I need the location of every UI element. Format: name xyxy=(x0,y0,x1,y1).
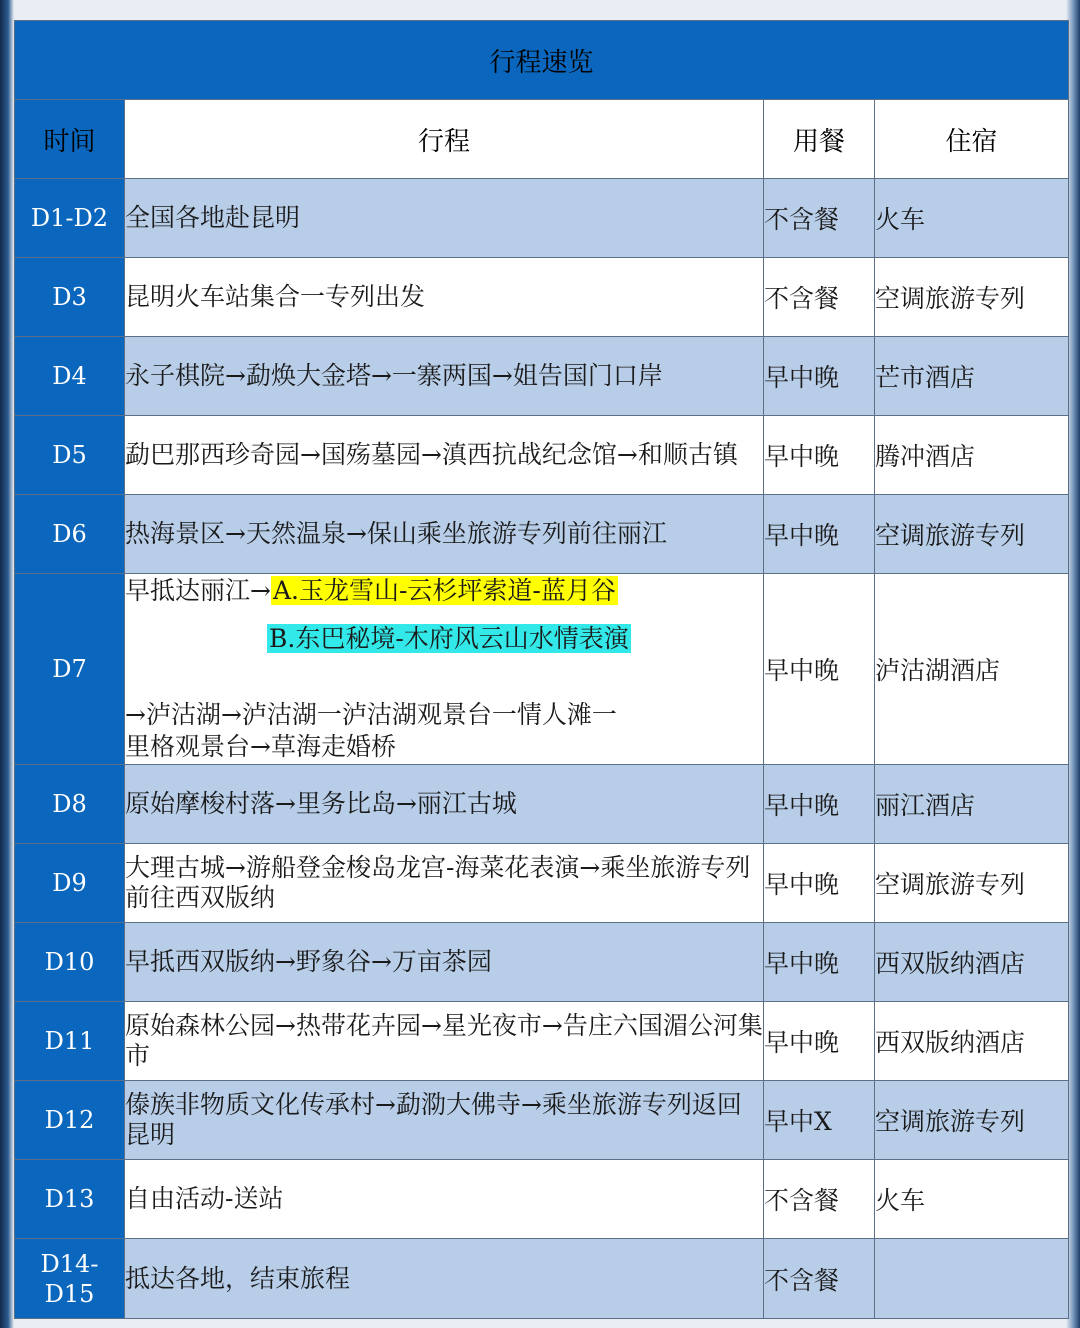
table-row xyxy=(15,1002,1069,1081)
stay-cell xyxy=(875,1239,1069,1319)
day-cell: D9 xyxy=(15,844,125,923)
meal-cell: 不含餐 xyxy=(764,1160,875,1239)
stay-cell: 空调旅游专列 xyxy=(875,1081,1069,1160)
route-cell: 勐巴那西珍奇园→国殇墓园→滇西抗战纪念馆→和顺古镇 xyxy=(125,416,764,495)
route-cell: 大理古城→游船登金梭岛龙宫-海菜花表演→乘坐旅游专列前往西双版纳 xyxy=(125,844,764,923)
day-cell: D11 xyxy=(15,1002,125,1081)
day-cell: D5 xyxy=(15,416,125,495)
stay-cell: 空调旅游专列 xyxy=(875,258,1069,337)
day-line: D15 xyxy=(44,1279,95,1308)
header-stay: 住宿 xyxy=(875,100,1069,179)
header-meal: 用餐 xyxy=(764,100,875,179)
meal-cell: 早中X xyxy=(764,1081,875,1160)
route-line xyxy=(267,624,631,654)
stay-cell: 腾冲酒店 xyxy=(875,416,1069,495)
day-cell: D3 xyxy=(15,258,125,337)
meal-cell: 不含餐 xyxy=(764,179,875,258)
meal-cell: 早中晚 xyxy=(764,574,875,765)
meal-cell: 不含餐 xyxy=(764,258,875,337)
meal-cell: 早中晚 xyxy=(764,495,875,574)
route-cell: 全国各地赴昆明 xyxy=(125,179,764,258)
route-cell: 傣族非物质文化传承村→勐泐大佛寺→乘坐旅游专列返回昆明 xyxy=(125,1081,764,1160)
route-cell: 热海景区→天然温泉→保山乘坐旅游专列前往丽江 xyxy=(125,495,764,574)
stay-cell: 火车 xyxy=(875,1160,1069,1239)
itinerary-table xyxy=(14,20,1069,1319)
table-row xyxy=(15,337,1069,416)
stay-cell: 火车 xyxy=(875,179,1069,258)
stay-cell: 西双版纳酒店 xyxy=(875,923,1069,1002)
meal-cell: 早中晚 xyxy=(764,765,875,844)
day-cell: D6 xyxy=(15,495,125,574)
day-cell xyxy=(15,1239,125,1319)
option-b-highlight: B.东巴秘境-木府风云山水情表演 xyxy=(269,624,629,653)
stay-cell: 西双版纳酒店 xyxy=(875,1002,1069,1081)
table-row xyxy=(15,1081,1069,1160)
meal-cell: 早中晚 xyxy=(764,1002,875,1081)
route-cell: 原始森林公园→热带花卉园→星光夜市→告庄六国湄公河集市 xyxy=(125,1002,764,1081)
day-cell: D12 xyxy=(15,1081,125,1160)
table-row xyxy=(15,574,1069,765)
table-title: 行程速览 xyxy=(15,21,1069,100)
meal-cell: 早中晚 xyxy=(764,337,875,416)
table-row xyxy=(15,844,1069,923)
day-cell: D7 xyxy=(15,574,125,765)
table-row xyxy=(15,258,1069,337)
option-a-highlight: A.玉龙雪山-云杉坪索道-蓝月谷 xyxy=(272,576,616,605)
meal-cell: 早中晚 xyxy=(764,844,875,923)
stay-cell: 芒市酒店 xyxy=(875,337,1069,416)
table-row xyxy=(15,1160,1069,1239)
route-cell: 抵达各地，结束旅程 xyxy=(125,1239,764,1319)
route-cell: 自由活动-送站 xyxy=(125,1160,764,1239)
table-row xyxy=(15,416,1069,495)
table-row xyxy=(15,923,1069,1002)
meal-cell: 不含餐 xyxy=(764,1239,875,1319)
day-cell: D8 xyxy=(15,765,125,844)
meal-cell: 早中晚 xyxy=(764,923,875,1002)
route-cell: 昆明火车站集合一专列出发 xyxy=(125,258,764,337)
route-line: 里格观景台→草海走婚桥 xyxy=(125,732,396,761)
route-cell xyxy=(125,574,764,765)
header-route: 行程 xyxy=(125,100,764,179)
day-cell: D10 xyxy=(15,923,125,1002)
day-cell: D4 xyxy=(15,337,125,416)
route-cell: 永子棋院→勐焕大金塔→一寨两国→姐告国门口岸 xyxy=(125,337,764,416)
table-row xyxy=(15,179,1069,258)
header-day: 时间 xyxy=(15,100,125,179)
route-cell: 早抵西双版纳→野象谷→万亩茶园 xyxy=(125,923,764,1002)
table-row xyxy=(15,765,1069,844)
table-row xyxy=(15,495,1069,574)
stay-cell: 空调旅游专列 xyxy=(875,495,1069,574)
stay-cell: 空调旅游专列 xyxy=(875,844,1069,923)
table-row xyxy=(15,1239,1069,1319)
day-line: D14- xyxy=(40,1249,99,1278)
route-cell: 原始摩梭村落→里务比岛→丽江古城 xyxy=(125,765,764,844)
meal-cell: 早中晚 xyxy=(764,416,875,495)
day-cell: D1-D2 xyxy=(15,179,125,258)
stay-cell: 泸沽湖酒店 xyxy=(875,574,1069,765)
day-range xyxy=(41,1249,99,1309)
route-line: →泸沽湖→泸沽湖一泸沽湖观景台一情人滩一 xyxy=(125,700,617,729)
day-cell: D13 xyxy=(15,1160,125,1239)
stay-cell: 丽江酒店 xyxy=(875,765,1069,844)
route-prefix: 早抵达丽江→ xyxy=(125,576,271,605)
header-row xyxy=(15,100,1069,179)
route-line xyxy=(125,576,618,606)
